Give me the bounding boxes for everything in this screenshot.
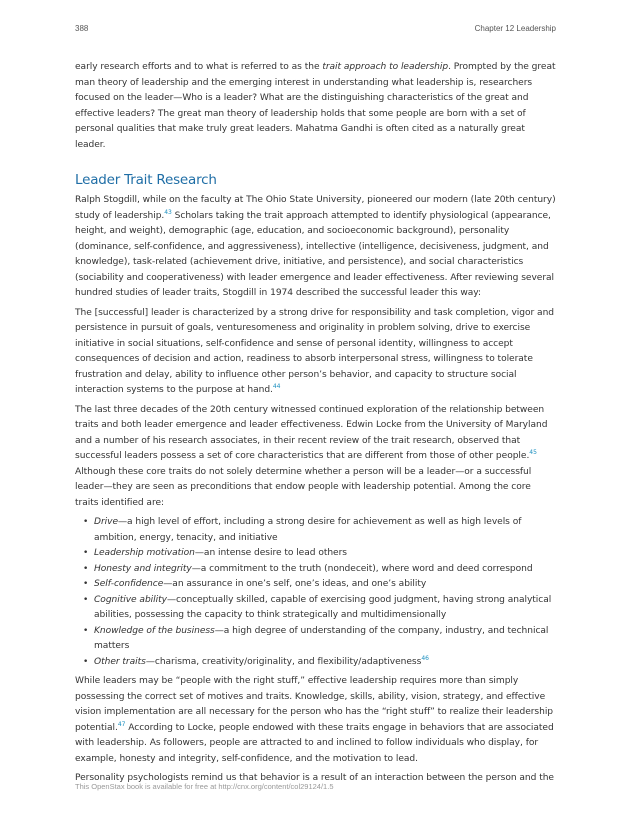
stogdill-quote: [75, 306, 557, 399]
footnote-ref-43[interactable]: 43: [164, 208, 172, 216]
stogdill-paragraph: [75, 193, 557, 302]
page-number: 388: [75, 24, 89, 33]
right-stuff-paragraph: [75, 674, 557, 767]
personality-paragraph: Personality psychologists remind us that behavior is a result of an interaction between the person and the: [75, 773, 554, 783]
bullet-icon: •: [83, 625, 89, 636]
bullet-icon: •: [83, 517, 89, 527]
emphasized-term: trait approach to leadership: [322, 62, 449, 72]
list-item: [83, 562, 557, 578]
text-span: Ralph Stogdill, while on the faculty at The Ohio State University, pioneered our modern (late 20th century) study of leadership.: [75, 195, 556, 221]
footnote-ref-46[interactable]: 46: [421, 654, 429, 662]
trait-term: Other traits: [94, 656, 146, 667]
list-item: [83, 654, 557, 671]
text-span: Although these core traits do not solely determine whether a person will be a leader—or a successful leader—they are seen as preconditions that endow people with leadership potential. Among the core traits identified are:: [75, 466, 532, 508]
footnote-ref-44[interactable]: 44: [272, 383, 281, 390]
locke-paragraph: [75, 403, 557, 512]
bullet-icon: •: [83, 579, 89, 589]
trait-description: —charisma, creativity/originality, and flexibility/adaptiveness: [145, 656, 422, 667]
text-span: The last three decades of the 20th century witnessed continued exploration of the relationship between traits and both leader emergence and leader effectiveness. Edwin Locke from the University of Maryland and a number of his research associates, in their recent review of the trait research, observed that successful leaders possess a set of core characteristics that are different from those of other people.: [75, 404, 548, 461]
text-span: . Prompted by the great man theory of leadership and the emerging interest in understanding what leadership is, researchers focused on the leader—Who is a leader? What are the distinguishing characteristics of the great and effective leaders? The great man theory of leadership holds that some people are born with a set of personal qualities that make truly great leaders. Mahatma Gandhi is often cited as a naturally great leader.: [75, 62, 556, 150]
trait-term: Cognitive ability: [94, 594, 167, 605]
text-span: Scholars taking the trait approach attempted to identify physiological (appearance, height, and weight), demographic (age, education, and socioeconomic background), personality (dominance, self-confidence, and aggressiveness), intellective (intelligence, decisiveness, judgment, and knowledge), task-related (achievement drive, initiative, and persistence), and social characteristics (sociability and cooperativeness) with leader emergence and leader effectiveness. After reviewing several hundred studies of leader traits, Stogdill in 1974 described the successful leader this way:: [75, 210, 555, 298]
trait-description: —an assurance in one’s self, one’s ideas, and one’s ability: [163, 579, 427, 589]
text-span: While leaders may be “people with the right stuff,” effective leadership requires more than simply possessing the correct set of motives and traits. Knowledge, skills, ability, vision, strategy, and effective vision implementation are all necessary for the person who has the “right stuff” to realize their leadership potential.: [75, 676, 554, 733]
list-item: [83, 546, 557, 562]
trait-description: —a commitment to the truth (nondeceit), where word and deed correspond: [191, 563, 533, 574]
list-item: [83, 515, 557, 546]
bullet-icon: •: [83, 548, 89, 558]
section-heading: Leader Trait Research: [75, 172, 217, 188]
trait-description: —an intense desire to lead others: [194, 548, 347, 558]
trait-description: —a high degree of understanding of the company, industry, and technical matters: [94, 625, 549, 651]
chapter-title: Chapter 12 Leadership: [474, 24, 556, 33]
footer-note: This OpenStax book is available for free at http://cnx.org/content/col29124/1.5: [75, 782, 334, 791]
trait-term: Drive: [94, 517, 118, 527]
footnote-ref-45[interactable]: 45: [529, 449, 537, 456]
core-traits-list: [75, 515, 557, 670]
trait-term: Leadership motivation: [94, 548, 195, 558]
intro-paragraph: [75, 60, 557, 153]
bullet-icon: •: [83, 656, 89, 667]
bullet-icon: •: [83, 594, 89, 605]
text-span: early research efforts and to what is referred to as the: [75, 62, 323, 72]
trait-term: Honesty and integrity: [94, 563, 192, 574]
main-content: [75, 60, 557, 791]
quote-text: The [successful] leader is characterized by a strong drive for responsibility and task completion, vigor and persistence in pursuit of goals, venturesomeness and originality in problem solving, drive to exercise initiative in social situations, self-confidence and sense of personal identity, willingness to accept consequences of decision and action, readiness to absorb interpersonal stress, willingness to tolerate frustration and delay, ability to influence other person’s behavior, and capacity to structure social interaction systems to the purpose at hand.: [75, 307, 554, 395]
list-item: [83, 577, 557, 593]
bullet-icon: •: [83, 563, 89, 574]
trait-term: Self-confidence: [94, 579, 164, 589]
trait-term: Knowledge of the business: [94, 625, 215, 636]
trait-description: —conceptually skilled, capable of exercising good judgment, having strong analytical abilities, possessing the capacity to think strategically and multidimensionally: [94, 594, 552, 620]
footnote-ref-47[interactable]: 47: [117, 720, 126, 728]
list-item: [83, 624, 557, 655]
list-item: [83, 593, 557, 624]
trait-description: —a high level of effort, including a strong desire for achievement as well as high levels of ambition, energy, tenacity, and initiative: [94, 517, 522, 543]
text-span: According to Locke, people endowed with these traits engage in behaviors that are associated with leadership. As followers, people are attracted to and inclined to follow individuals who display, for example, honesty and integrity, self-confidence, and the motivation to lead.: [75, 722, 554, 764]
